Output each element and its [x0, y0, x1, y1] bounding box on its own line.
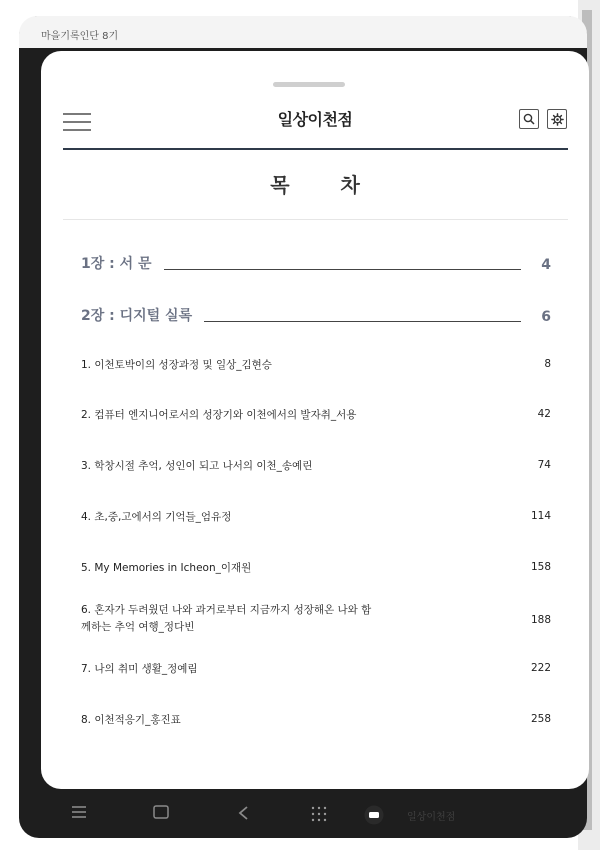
entry-title: 3. 학창시절 추억, 성인이 되고 나서의 이천_송예린 [81, 460, 313, 472]
home-button[interactable] [151, 805, 171, 819]
entry-page: 188 [530, 614, 551, 626]
entry-page: 74 [537, 459, 551, 471]
entry-title: 1. 이천토박이의 성장과정 및 일상_김현승 [81, 359, 272, 371]
toc-heading: 목 차 [270, 173, 382, 197]
leader-line [204, 321, 521, 322]
entry-page: 158 [530, 561, 551, 573]
entry-title: 2. 컴퓨터 엔지니어로서의 성장기와 이천에서의 발자취_서용 [81, 409, 357, 421]
entry-title: 4. 초,중,고에서의 기억들_엄유정 [81, 511, 232, 523]
apps-grid-button[interactable] [307, 805, 331, 823]
entry-page: 42 [537, 408, 551, 420]
chapter-label: 2장 : 디지털 실록 [81, 308, 193, 324]
back-button[interactable] [233, 805, 253, 821]
app-shortcut-label: 일상이천점 [407, 812, 456, 823]
app-title: 일상이천점 [277, 110, 353, 129]
bottom-nav-bar [19, 791, 587, 835]
chapter-page: 4 [541, 257, 551, 273]
entry-title: 8. 이천적응기_홍진표 [81, 714, 181, 726]
entry-page: 114 [530, 510, 551, 522]
app-screen [41, 51, 589, 789]
entry-title: 5. My Memories in Icheon_이재원 [81, 562, 252, 574]
settings-button[interactable] [547, 109, 567, 129]
chapter-row[interactable] [81, 253, 551, 273]
entry-page: 222 [530, 662, 551, 674]
leader-line [164, 269, 521, 270]
chapter-page: 6 [541, 309, 551, 325]
chapter-label: 1장 : 서 문 [81, 256, 152, 272]
status-bar [19, 16, 587, 48]
chapter-row[interactable] [81, 305, 551, 325]
back-icon [237, 805, 249, 821]
heading-divider [63, 219, 568, 220]
home-icon [153, 805, 169, 819]
search-icon [523, 113, 535, 125]
recent-apps-button[interactable] [69, 805, 89, 819]
app-shortcut-button[interactable] [363, 805, 385, 825]
search-button[interactable] [519, 109, 539, 129]
drag-handle[interactable] [273, 82, 345, 87]
app-logo-icon [364, 805, 384, 825]
header-divider [63, 148, 568, 150]
apps-grid-icon [310, 805, 328, 823]
recent-apps-icon [71, 805, 87, 819]
status-text: 마을기록인단 8기 [41, 31, 119, 42]
gear-icon [551, 113, 564, 126]
entry-title: 6. 혼자가 두려웠던 나와 과거로부터 지금까지 성장해온 나와 함께하는 추억 여행_정다빈 [81, 604, 372, 633]
tablet-frame [19, 16, 587, 838]
entry-title: 7. 나의 취미 생활_정예림 [81, 663, 198, 675]
entry-page: 8 [544, 358, 551, 370]
entry-page: 258 [530, 713, 551, 725]
